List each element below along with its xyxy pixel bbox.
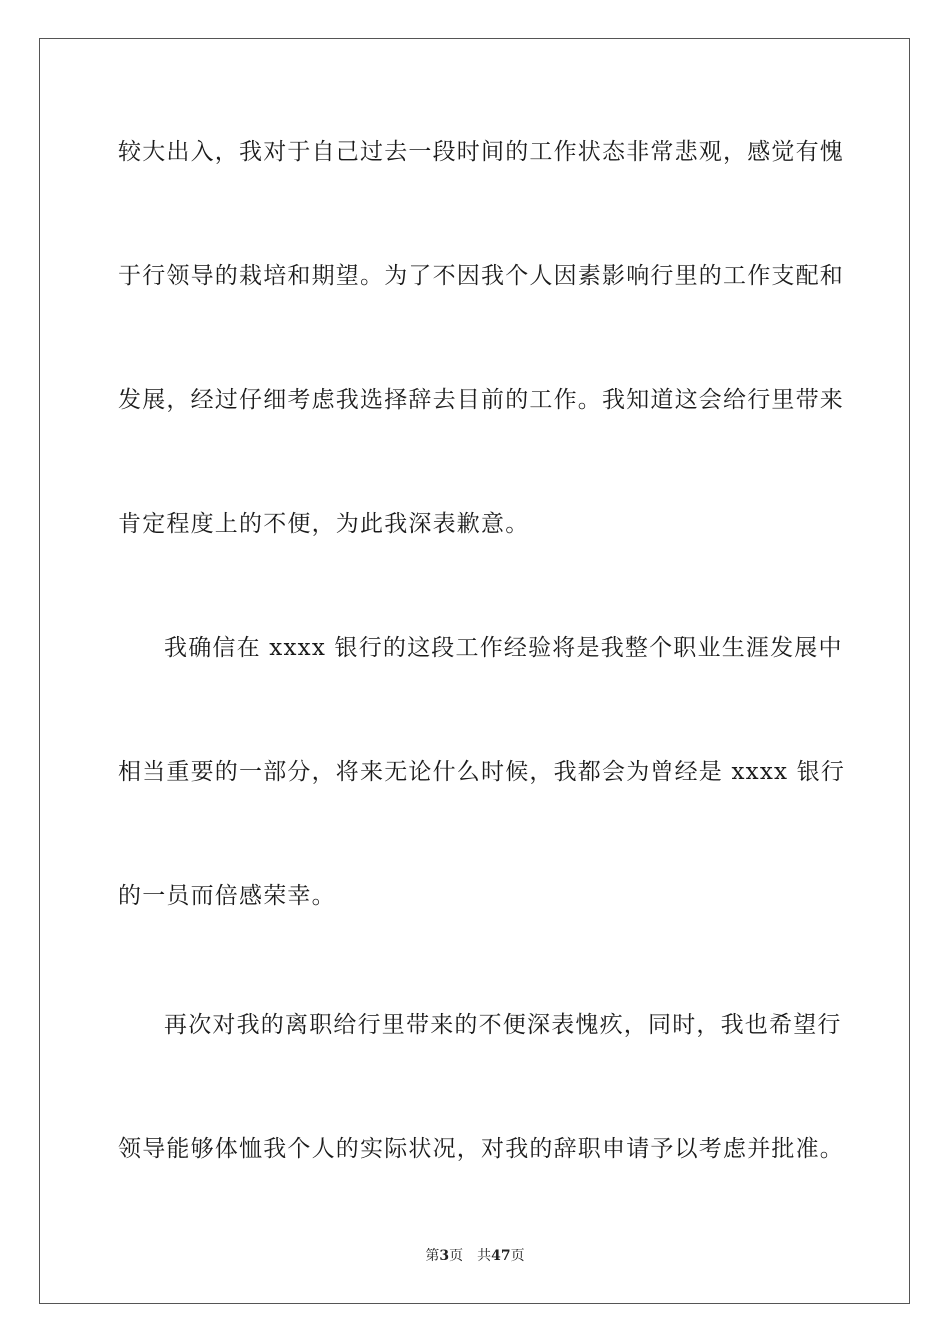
page-number: 3 — [439, 1248, 450, 1264]
paragraph-line: 我确信在 xxxx 银行的这段工作经验将是我整个职业生涯发展中 — [164, 635, 843, 661]
paragraph-line: 肯定程度上的不便，为此我深表歉意。 — [118, 511, 530, 537]
paragraph-line: 再次对我的离职给行里带来的不便深表愧疚，同时，我也希望行 — [164, 1012, 842, 1038]
total-suffix: 页 — [510, 1248, 525, 1264]
page-border — [39, 38, 910, 1304]
page-footer — [0, 1247, 950, 1265]
total-prefix: 共 — [477, 1248, 492, 1264]
total-pages-label — [477, 1248, 524, 1264]
total-pages: 47 — [491, 1248, 511, 1264]
page-prefix: 第 — [425, 1248, 440, 1264]
page-suffix: 页 — [449, 1248, 464, 1264]
paragraph-line: 较大出入，我对于自己过去一段时间的工作状态非常悲观，感觉有愧 — [118, 139, 844, 165]
paragraph-line: 的一员而倍感荣幸。 — [118, 883, 336, 909]
paragraph-line: 于行领导的栽培和期望。为了不因我个人因素影响行里的工作支配和 — [118, 263, 844, 289]
paragraph-line: 发展，经过仔细考虑我选择辞去目前的工作。我知道这会给行里带来 — [118, 387, 844, 413]
paragraph-line: 领导能够体恤我个人的实际状况，对我的辞职申请予以考虑并批准。 — [118, 1136, 844, 1162]
page-number-label — [425, 1248, 463, 1264]
paragraph-line: 相当重要的一部分，将来无论什么时候，我都会为曾经是 xxxx 银行 — [118, 759, 846, 785]
